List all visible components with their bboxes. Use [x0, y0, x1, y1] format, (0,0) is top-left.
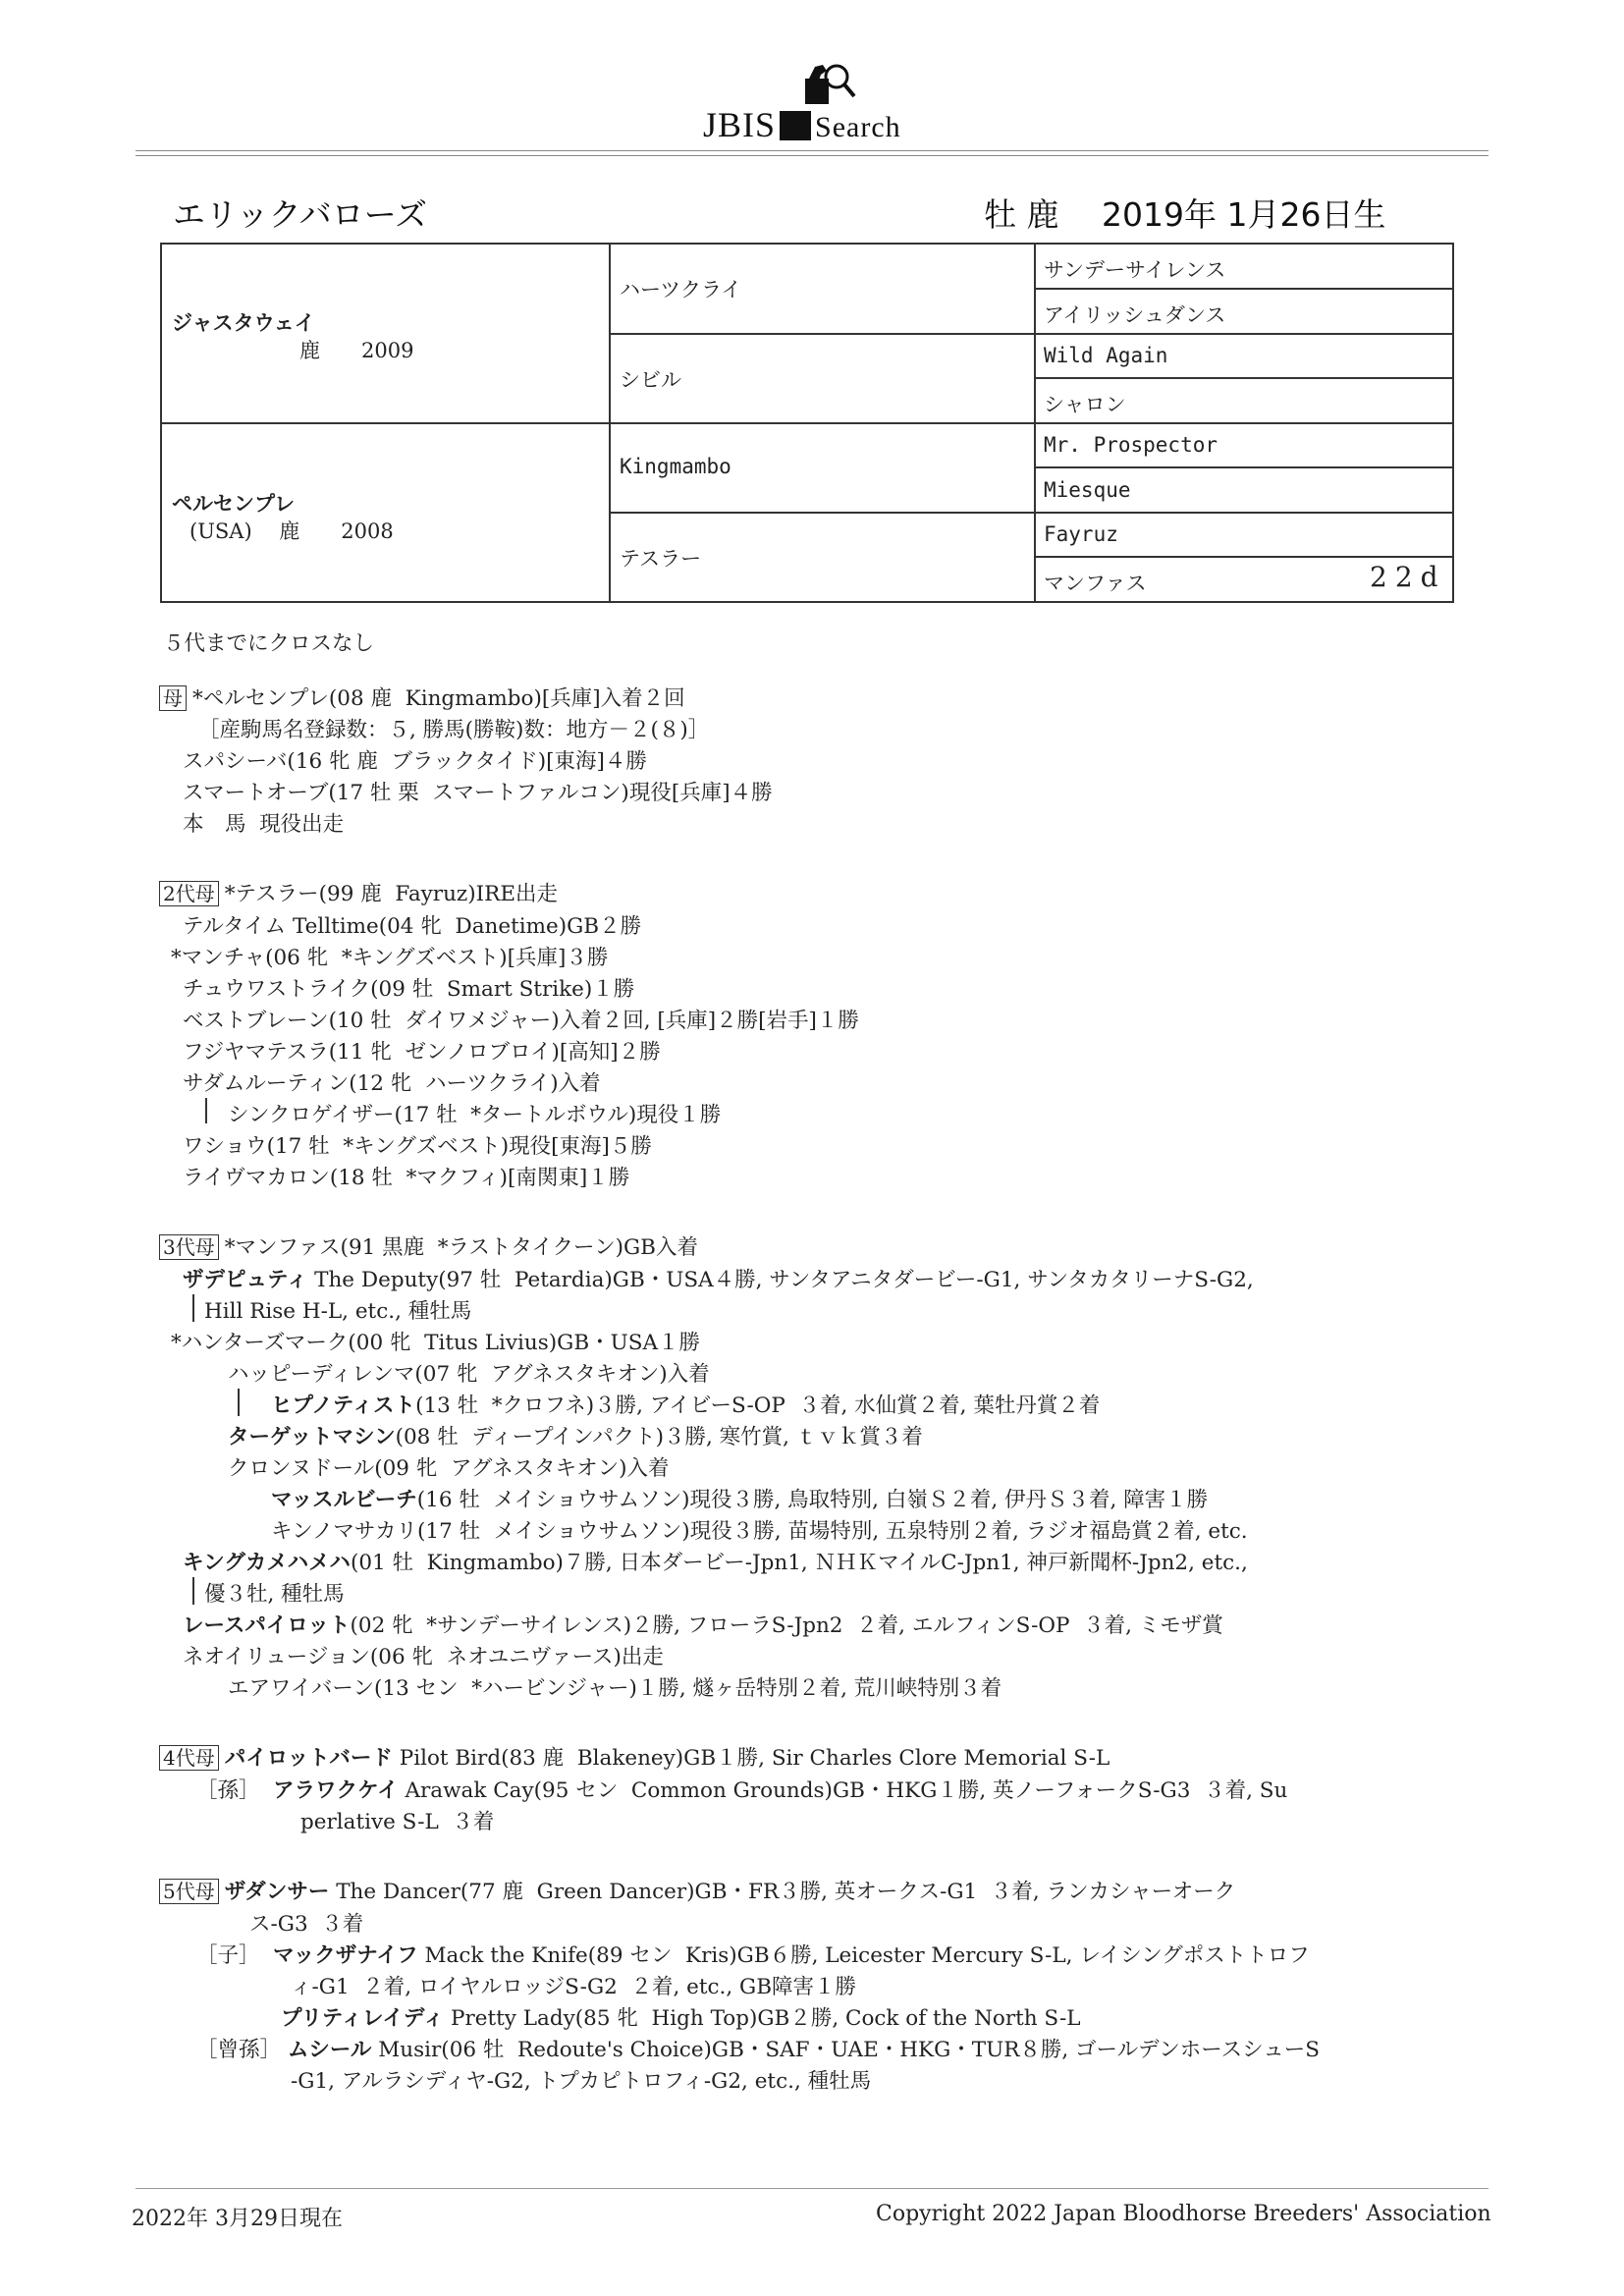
family-text: スパシーバ(16 牝 鹿 ブラックタイド)[東海]４勝 [183, 749, 647, 774]
family-line [183, 744, 647, 775]
horse-name-bold: アラワクケイ [273, 1778, 399, 1803]
family-text: ［孫］ [196, 1778, 274, 1803]
family-text: 優３牡, 種牡馬 [204, 1582, 345, 1607]
family-line [300, 1805, 494, 1835]
generation-tag: 5代母 [159, 1879, 219, 1904]
family-text: ベストブレーン(10 牡 ダイワメジャー)入着２回, [兵庫]２勝[岩手]１勝 [183, 1009, 859, 1033]
family-line [159, 1875, 1235, 1905]
footer-date: 2022年 3月29日現在 [132, 2207, 343, 2231]
horse-name-bold: ムシール [287, 2038, 372, 2062]
family-text: *ハンターズマーク(00 牝 Titus Livius)GB・USA１勝 [171, 1331, 700, 1355]
ped-divider [609, 333, 1452, 335]
family-text: スマートオーブ(17 牡 栗 スマートファルコン)現役[兵庫]４勝 [183, 781, 773, 805]
family-line [291, 1970, 856, 2000]
family-line [183, 807, 344, 838]
family-line [204, 1577, 345, 1608]
family-line [183, 909, 641, 940]
ped-divider [1034, 288, 1452, 290]
family-line [196, 1774, 1287, 1804]
horse-name-bold: ザデピュティ [183, 1268, 308, 1292]
family-line [159, 1230, 698, 1261]
family-text: *テスラー(99 鹿 Fayruz)IRE出走 [224, 882, 559, 906]
family-text: サダムルーティン(12 牝 ハーツクライ)入着 [183, 1071, 601, 1096]
family-text: (02 牝 *サンデーサイレンス)２勝, フローラS-Jpn2 ２着, エルフィンS-OP ３着, ミモザ賞 [350, 1613, 1223, 1638]
header-rule-top [135, 150, 1489, 151]
family-text: ワショウ(17 牡 *キングズベスト)現役[東海]５勝 [183, 1134, 652, 1159]
ped-divider [1034, 377, 1452, 379]
family-text: ［子］ [196, 1943, 274, 1968]
family-text: Pilot Bird(83 鹿 Blakeney)GB１勝, Sir Charles Clore Memorial S-L [392, 1746, 1110, 1771]
family-text: Hill Rise H-L, etc., 種牡馬 [204, 1299, 472, 1324]
ped-dam: ペルセンプレ [172, 492, 296, 516]
family-line [183, 1640, 664, 1670]
family-text: 本 馬 現役出走 [183, 812, 345, 837]
header-rule-bottom [135, 155, 1489, 156]
logo-jbis: JBIS [703, 105, 777, 144]
ped-dam-dam: テスラー [620, 547, 702, 571]
ped-sire-detail: 鹿 2009 [299, 339, 414, 362]
family-line [228, 1357, 710, 1388]
ped-g3: Miesque [1044, 478, 1131, 502]
family-line [183, 1263, 1254, 1293]
family-line [249, 1907, 363, 1938]
family-text: チュウワストライク(09 牡 Smart Strike)１勝 [183, 977, 635, 1002]
family-line [228, 1098, 721, 1128]
horse-name-bold: キングカメハメハ [183, 1551, 351, 1575]
family-text: ［産駒馬名登録数：５, 勝馬(勝鞍)数：地方－２(８)］ [198, 718, 710, 742]
family-line [159, 877, 558, 907]
family-line [183, 1546, 1248, 1576]
horse-name-bold: パイロットバード [224, 1746, 393, 1771]
horse-name-bold: ターゲットマシン [228, 1425, 396, 1449]
family-text: テルタイム Telltime(04 牝 Danetime)GB２勝 [183, 914, 642, 939]
family-text: The Dancer(77 鹿 Green Dancer)GB・FR３勝, 英オークス-G1 ３着, ランカシャーオーク [329, 1880, 1236, 1904]
ped-g3: Fayruz [1044, 522, 1118, 546]
pedigree-table [160, 243, 1454, 603]
family-line [228, 1671, 1001, 1702]
cross-note: ５代までにクロスなし [163, 631, 375, 656]
family-text: Musir(06 牡 Redoute's Choice)GB・SAF・UAE・HKG・TUR８勝, ゴールデンホースシューS [371, 2038, 1320, 2062]
ped-sire-dam: シビル [620, 368, 681, 392]
jbis-search-logo [703, 61, 939, 145]
generation-tag: 母 [159, 685, 187, 711]
horse-name-bold: マッスルビーチ [271, 1488, 417, 1512]
family-line [204, 1294, 471, 1325]
family-text: エアワイバーン(13 セン *ハービンジャー)１勝, 燧ヶ岳特別２着, 荒川峡特別３着 [228, 1676, 1002, 1701]
family-line [196, 2033, 1320, 2063]
family-text: キンノマサカリ(17 牡 メイショウサムソン)現役３勝, 苗場特別, 五泉特別２着, ラジオ福島賞２着, etc. [271, 1519, 1248, 1544]
family-text: -G1, アルラシディヤ-G2, トプカピトロフィ-G2, etc., 種牡馬 [291, 2069, 872, 2094]
ped-divider [609, 512, 1452, 514]
horse-name-bold: プリティレイディ [281, 2006, 445, 2031]
family-text: ネオイリュージョン(06 牝 ネオユニヴァース)出走 [183, 1645, 664, 1669]
ped-g3: アイリッシュダンス [1044, 303, 1226, 327]
family-text: (16 牡 メイショウサムソン)現役３勝, 鳥取特別, 白嶺Ｓ２着, 伊丹Ｓ３着, 障害１勝 [416, 1488, 1209, 1512]
family-text: フジヤマテスラ(11 牝 ゼンノロブロイ)[高知]２勝 [183, 1040, 661, 1065]
horse-name-bold: ザダンサー [224, 1880, 330, 1904]
logo-search: Search [815, 111, 901, 143]
ped-divider [1034, 556, 1452, 558]
family-text: ライヴマカロン(18 牡 *マクフィ)[南関東]１勝 [183, 1166, 630, 1190]
ped-cross-code: 22d [1370, 561, 1446, 593]
family-text: シンクロゲイザー(17 牡 *タートルボウル)現役１勝 [228, 1103, 722, 1127]
family-line [196, 1939, 1310, 1969]
family-text: (13 牡 *クロフネ)３勝, アイビーS-OP ３着, 水仙賞２着, 葉牡丹賞２着 [415, 1394, 1101, 1418]
family-text: *マンチャ(06 牝 *キングズベスト)[兵庫]３勝 [171, 946, 609, 970]
family-line [183, 1035, 661, 1066]
family-line [291, 2064, 871, 2095]
family-line [198, 713, 709, 743]
ped-g3: Wild Again [1044, 344, 1168, 367]
family-text: ［曾孫］ [196, 2038, 288, 2062]
family-line [183, 1161, 629, 1191]
family-line [183, 1609, 1223, 1639]
family-text: ィ-G1 ２着, ロイヤルロッジS-G2 ２着, etc., GB障害１勝 [291, 1975, 857, 1999]
logo-box [780, 111, 811, 140]
ped-sire: ジャスタウェイ [172, 311, 315, 335]
family-text: *マンファス(91 黒鹿 *ラストタイクーン)GB入着 [224, 1235, 698, 1260]
family-line [271, 1483, 1208, 1513]
family-line [281, 2001, 1081, 2032]
family-bar [205, 1098, 207, 1123]
family-text: perlative S-L ３着 [300, 1810, 495, 1834]
family-text: (08 牡 ディープインパクト)３勝, 寒竹賞, ｔｖｋ賞３着 [395, 1425, 923, 1449]
family-text: The Deputy(97 牡 Petardia)GB・USA４勝, サンタアニタダービー-G1, サンタカタリーナS-G2, [307, 1268, 1254, 1292]
ped-g3: マンファス [1044, 572, 1147, 595]
ped-dam-sire: Kingmambo [620, 455, 731, 478]
horse-info: 牡 鹿 2019年 1月26日生 [984, 195, 1386, 234]
horse-name: エリックバローズ [173, 195, 428, 234]
family-line [228, 1420, 923, 1450]
family-bar [192, 1294, 194, 1322]
family-text: Mack the Knife(89 セン Kris)GB６勝, Leicester Mercury S-L, レイシングポストトロフ [417, 1943, 1310, 1968]
ped-divider [1034, 466, 1452, 468]
family-text: (01 牡 Kingmambo)７勝, 日本ダービー-Jpn1, ＮＨＫマイルC-Jpn1, 神戸新聞杯-Jpn2, etc., [350, 1551, 1248, 1575]
family-text: クロンヌドール(09 牝 アグネスタキオン)入着 [228, 1456, 670, 1481]
horse-magnifier-icon [780, 61, 868, 108]
family-line [183, 1004, 859, 1034]
family-line [271, 1389, 1100, 1419]
family-text: Arawak Cay(95 セン Common Grounds)GB・HKG１勝, 英ノーフォークS-G3 ３着, Su [398, 1778, 1288, 1803]
ped-divider [162, 422, 1452, 424]
horse-name-bold: マックザナイフ [273, 1943, 418, 1968]
family-line [183, 972, 634, 1003]
family-line [271, 1514, 1248, 1545]
family-text: Pretty Lady(85 牝 High Top)GB２勝, Cock of the North S-L [444, 2006, 1081, 2031]
family-line [171, 1326, 700, 1356]
family-bar [192, 1577, 194, 1605]
family-text: ス-G3 ３着 [249, 1912, 364, 1937]
family-line [183, 776, 773, 806]
ped-g3: シャロン [1044, 393, 1126, 416]
ped-g3: サンデーサイレンス [1044, 258, 1226, 282]
footer-rule [135, 2188, 1489, 2189]
family-line [159, 1741, 1110, 1772]
family-line [159, 682, 685, 712]
family-text: *ペルセンプレ(08 鹿 Kingmambo)[兵庫]入着２回 [192, 686, 685, 711]
family-line [171, 941, 608, 971]
footer-copyright: Copyright 2022 Japan Bloodhorse Breeders' Association [876, 2202, 1491, 2226]
logo-text [703, 104, 901, 145]
family-line [228, 1451, 670, 1482]
family-line [183, 1066, 601, 1097]
horse-name-bold: レースパイロット [183, 1613, 351, 1638]
family-text: ハッピーディレンマ(07 牝 アグネスタキオン)入着 [228, 1362, 710, 1387]
ped-sire-sire: ハーツクライ [620, 278, 742, 301]
generation-tag: 2代母 [159, 881, 219, 906]
ped-g3: Mr. Prospector [1044, 433, 1218, 457]
family-line [183, 1129, 652, 1160]
generation-tag: 3代母 [159, 1234, 219, 1260]
ped-dam-detail: (USA) 鹿 2008 [189, 519, 394, 543]
family-bar [238, 1389, 240, 1416]
generation-tag: 4代母 [159, 1745, 219, 1771]
horse-name-bold: ヒプノティスト [271, 1394, 416, 1418]
